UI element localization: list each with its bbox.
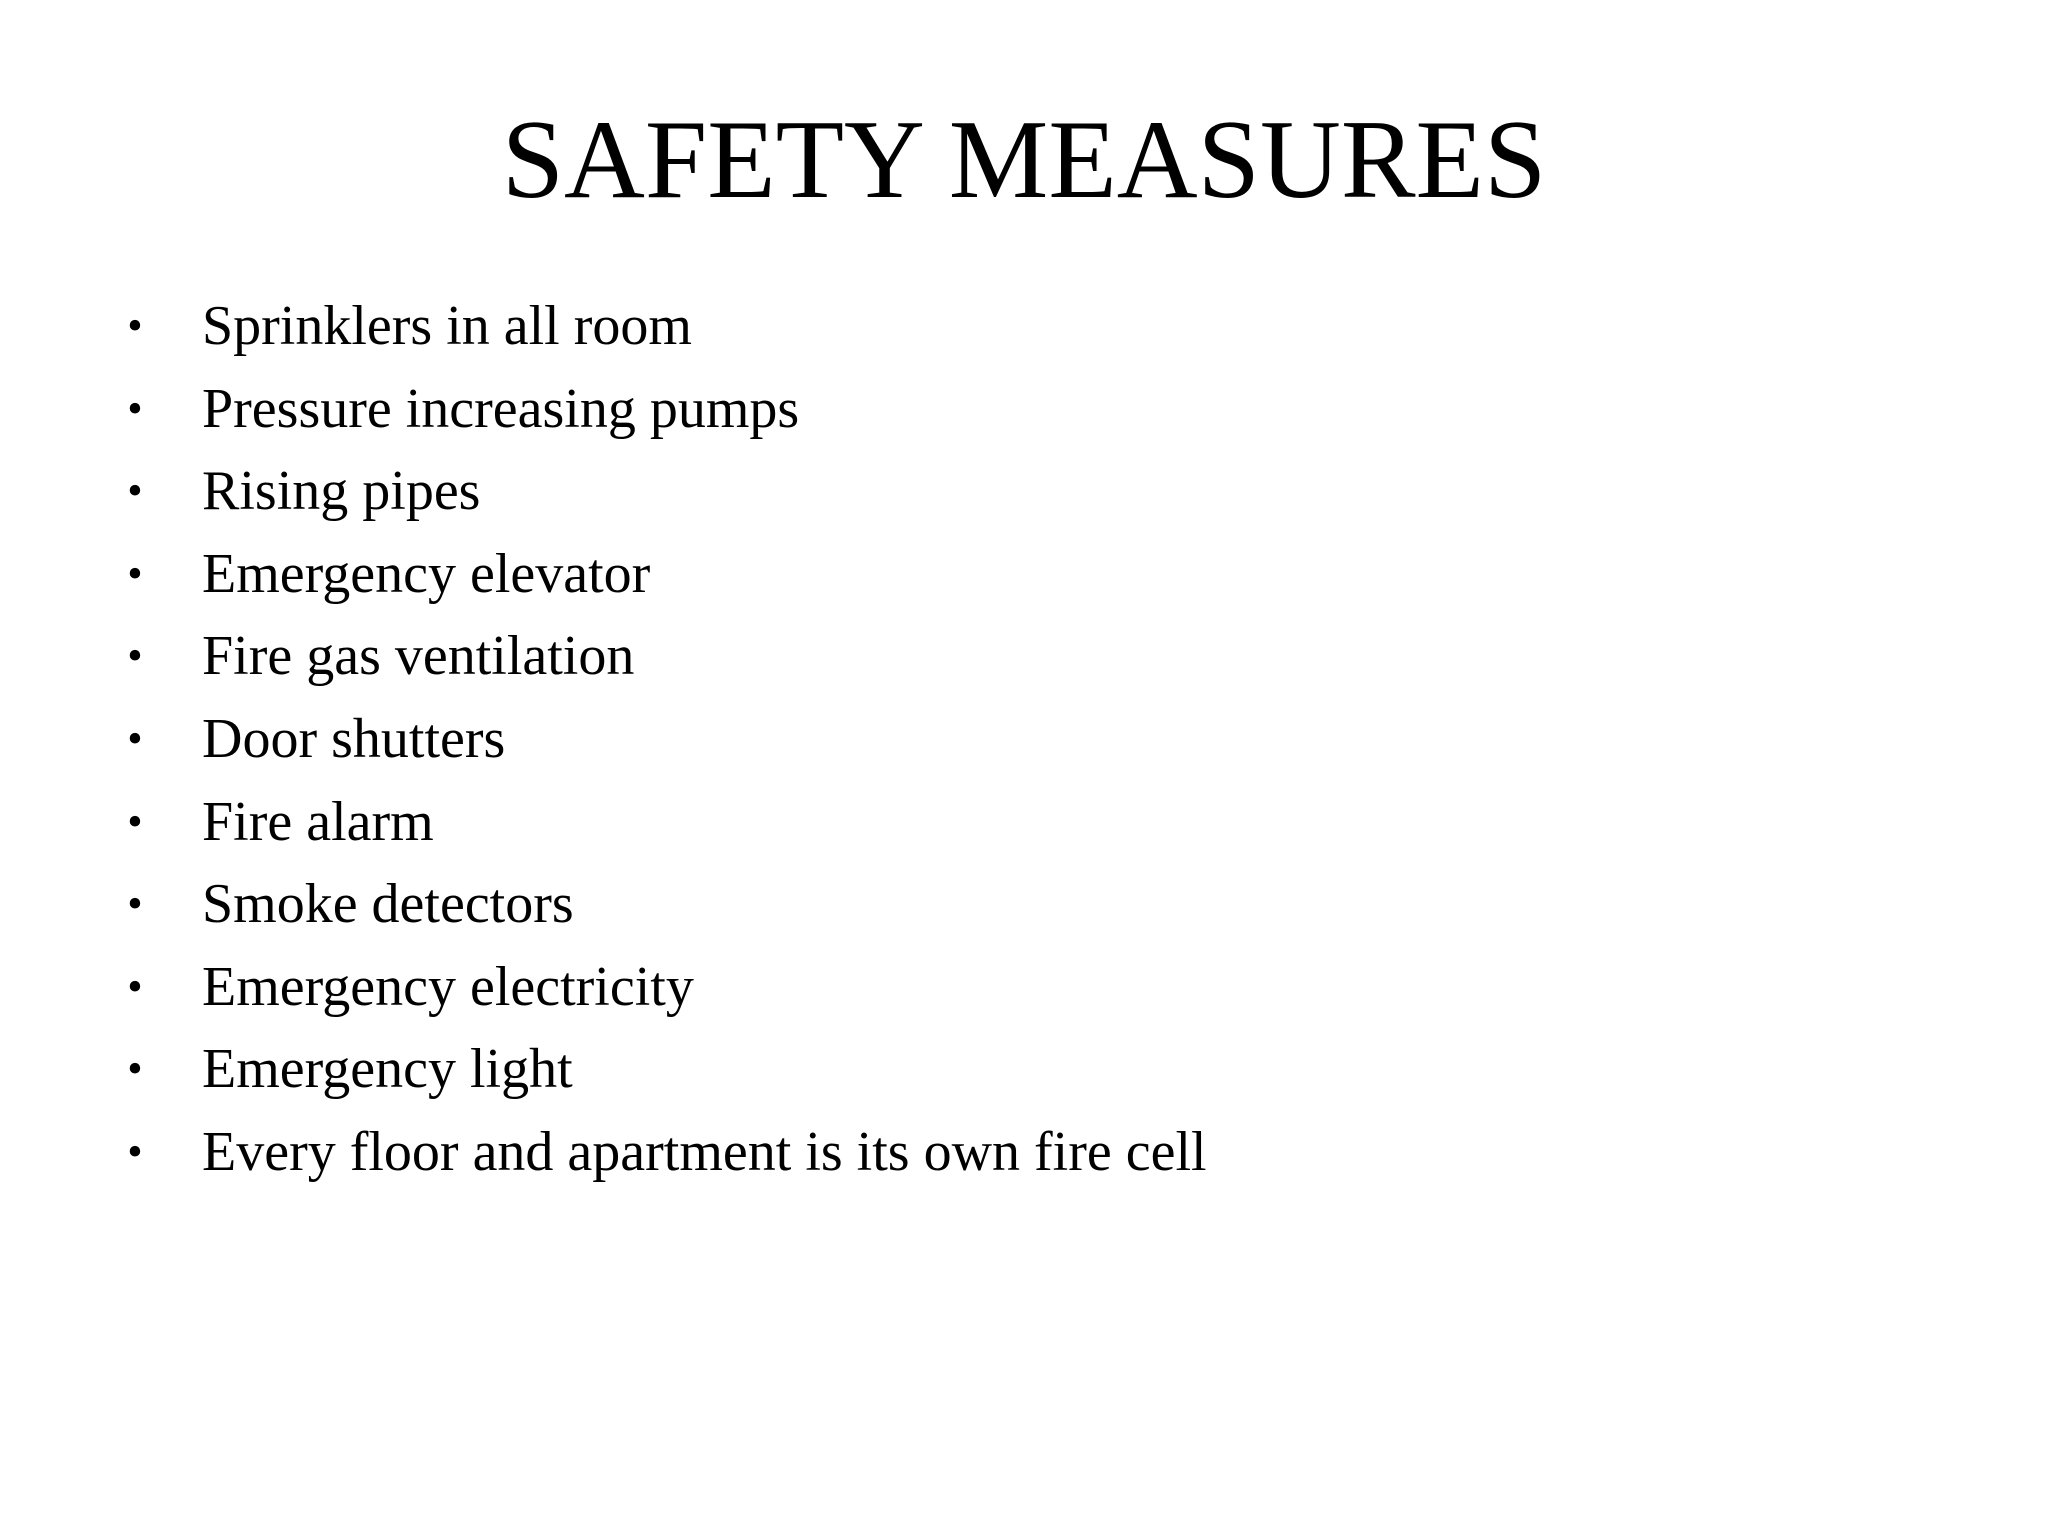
list-item-text: Pressure increasing pumps [202,377,800,440]
bullet-icon: • [127,301,143,350]
bullet-icon: • [127,383,143,433]
list-item-text: Fire alarm [202,790,434,853]
list-item-text: Emergency electricity [202,955,694,1018]
list-item-text: Sprinklers in all room [202,295,692,357]
list-item-text: Fire gas ventilation [202,625,635,688]
bullet-icon: • [127,1044,143,1094]
bullet-icon: • [127,631,143,681]
list-item-text: Rising pipes [202,460,481,523]
bullet-icon: • [127,1126,143,1176]
list-item-text: Smoke detectors [202,873,574,936]
list-item-text: Door shutters [202,707,506,770]
bullet-icon: • [127,466,143,516]
slide-title: SAFETY MEASURES [501,98,1547,222]
bullet-icon: • [127,879,143,929]
bullet-icon: • [127,961,143,1011]
list-item-text: Every floor and apartment is its own fire cell [202,1120,1207,1183]
bullet-icon: • [127,713,143,763]
bullet-icon: • [127,796,143,846]
list-item-text: Emergency light [202,1038,573,1101]
list-item-text: Emergency elevator [202,542,651,605]
bullet-icon: • [127,548,143,598]
